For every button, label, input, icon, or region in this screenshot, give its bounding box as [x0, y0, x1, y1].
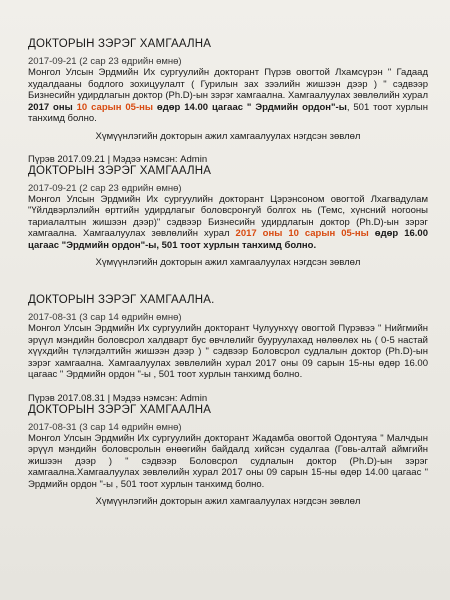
author-line: Пүрэв 2017.09.21 | Мэдээ нэмсэн: Admin [28, 153, 208, 165]
post-date: 2017-08-31 (3 сар 14 өдрийн өмнө) [28, 421, 182, 433]
author-line: Пүрэв 2017.08.31 | Мэдээ нэмсэн: Admin [28, 392, 208, 404]
post-date: 2017-09-21 (2 сар 23 өдрийн өмнө) [28, 182, 182, 194]
post-footer: Хүмүүнлэгийн докторын ажил хамгаалуулах нэгдсэн зөвлөл [95, 257, 361, 268]
post-footer: Хүмүүнлэгийн докторын ажил хамгаалуулах нэгдсэн зөвлөл [95, 130, 361, 142]
post-1 [28, 38, 428, 165]
body-bold-part: өдөр 14.00 цагаас " Эрдмийн ордон"-ы [152, 101, 347, 113]
body-text: Монгол Улсын Эрдмийн Их сургуулийн докторант Цэрэнсоном овогтой Лхагвадулам "Үйлдвэрлэлийн өртгийн удирдлагыг боловсронгуй болгох нь (Темс, хүнсний ногооны тариалалтын жишээн дээр)" сэдвээр Бизнесийн удирдлагын доктор (Ph.D)-ын зэрэг хамгаална. Хамгаалуулах зөвлөлийн хурал [28, 193, 428, 239]
post-4 [28, 404, 428, 508]
body-text: Монгол Улсын Эрдмийн Их сургуулийн докторант Пүрэв овогтой Лхамсүрэн " Гадаад худалдааны бодлого зохицуулалт ( Гурилын зах зээлийн жишээн дээр ) " сэдвээр Бизнесийн удирдлагын доктор (Ph.D)-ын зэрэг хамгаална. Хамгаалуулах зөвлөлийн хурал [28, 67, 428, 101]
body-bold-part: 2017 оны [28, 101, 77, 113]
post-heading: ДОКТОРЫН ЗЭРЭГ ХАМГААЛНА [28, 164, 212, 177]
highlighted-date: 10 сарын 05-ны [76, 101, 153, 113]
post-heading: ДОКТОРЫН ЗЭРЭГ ХАМГААЛНА [28, 403, 212, 416]
highlighted-date: 2017 оны 10 сарын 05-ны [235, 228, 369, 239]
post-date: 2017-09-21 (2 сар 23 өдрийн өмнө) [28, 56, 182, 67]
post-body [28, 194, 428, 252]
post-body: Монгол Улсын Эрдмийн Их сургуулийн докторант Чулуунхүү овогтой Пүрэвээ " Нийгмийн эрүүл мэндийн боловсрол халдварт бус өвчлөлийг бууруулахад нөлөөлөх нь ( 0-5 настай хүүхдийн түлэгдэлтийн жишээн дээр ) " сэдвээр Боловсрол судлалын доктор (Ph.D)-ын зэрэг хамгаална. Хамгаалуулах зөвлөлийн хурал 2017 оны 09 сарын 15-ны өдөр 16.00 цагаас " Эрдмийн ордон "-ы , 501 тоот хурлын танхимд болно. [28, 323, 428, 380]
post-2 [28, 165, 428, 269]
post-date: 2017-08-31 (3 сар 14 өдрийн өмнө) [28, 312, 182, 323]
body-bold [28, 102, 347, 113]
body-text: , 501 тоот хурлын танхимд болно. [28, 101, 428, 124]
post-body [28, 67, 428, 125]
post-3 [28, 294, 428, 404]
post-heading: ДОКТОРЫН ЗЭРЭГ ХАМГААЛНА. [28, 294, 215, 306]
body-bold: өдөр 16.00 цагаас "Эрдмийн ордон"-ы, 501 тоот хурлын танхимд болно. [28, 228, 428, 251]
post-body: Монгол Улсын Эрдмийн Их сургуулийн докторант Жадамба овогтой Одонтуяа " Малчдын эрүүл мэндийн боловсролын өнөөгийн байдалд хийсэн судалгаа (Говь-алтай аймгийн жишээн дээр ) " сэдвээр Боловсрол судлалын доктор (Ph.D)-ын зэрэг хамгаална.Хамгаалуулах зөвлөлийн хурал 2017 оны 09 сарын 15-ны өдөр 14.00 цагаас " Эрдмийн ордон "-ы , 501 тоот хурлын танхимд болно. [28, 432, 428, 490]
post-footer: Хүмүүнлэгийн докторын ажил хамгаалуулах нэгдсэн зөвлөл [95, 496, 361, 507]
post-heading: ДОКТОРЫН ЗЭРЭГ ХАМГААЛНА [28, 38, 212, 50]
